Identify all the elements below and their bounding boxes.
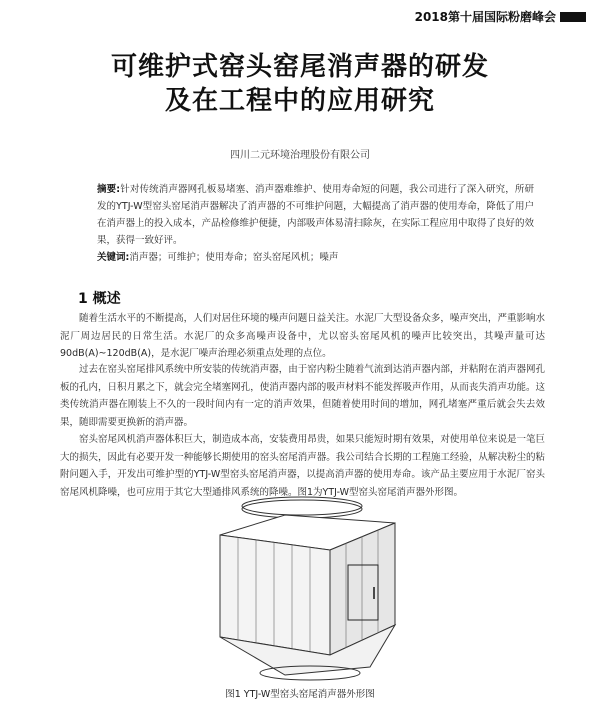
- title-line-1: 可维护式窑头窑尾消声器的研发: [110, 52, 489, 82]
- abstract: [97, 181, 534, 249]
- section-heading: 1 概述: [78, 291, 121, 307]
- paragraph-3: 窑头窑尾风机消声器体积巨大，制造成本高，安装费用昂贵，如果只能短时期有效果，对使用单位来说是一笔巨大的损失，因此有必要开发一种能够长期使用的窑头窑尾消声器。我公司结合长期的工程施工经验，从解决粉尘的粘附问题入手，开发出可维护型的YTJ-W型窑头窑尾消声器，以提高消声器的使用寿命。该产品主要应用于水泥厂窑头窑尾风机降噪，也可应用于其它大型通排风系统的降噪。图1为YTJ-W型窑头窑尾消声器外形图。: [60, 434, 545, 498]
- author-affiliation: 四川二元环境治理股份有限公司: [230, 150, 370, 161]
- paragraph-2: 过去在窑头窑尾排风系统中所安装的传统消声器，由于窑内粉尘随着气流到达消声器内部，并粘附在消声器网孔板的孔内，日积月累之下，就会完全堵塞网孔，使消声器内部的吸声材料不能发挥吸声作用，从而丧失消声功能。这类传统消声器在刚装上不久的一段时间内有一定的消声效果，但随着使用时间的增加，网孔堵塞严重后就会失去效果，随即需要更换新的消声器。: [60, 364, 545, 428]
- keywords-text: 消声器；可维护；使用寿命；窑头窑尾风机；噪声: [129, 252, 339, 263]
- keywords-label: 关键词:: [97, 252, 130, 263]
- keywords: [97, 249, 534, 266]
- front-face: [220, 535, 330, 655]
- figure-caption: 图1 YTJ-W型窑头窑尾消声器外形图: [225, 689, 375, 700]
- abstract-label: 摘要:: [97, 184, 121, 195]
- running-header: [415, 8, 586, 25]
- paragraph-1: 随着生活水平的不断提高，人们对居住环境的噪声问题日益关注。水泥厂大型设备众多，噪声突出，严重影响水泥厂周边居民的日常生活。水泥厂的众多高噪声设备中，尤以窑头窑尾风机的噪声比较突出，其噪声量可达90dB(A)~120dB(A)，是水泥厂噪声治理必须重点处理的点位。: [60, 313, 545, 359]
- title-line-2: 及在工程中的应用研究: [164, 86, 435, 116]
- silencer-figure: [190, 495, 410, 685]
- conference-name: 2018第十届国际粉磨峰会: [414, 10, 556, 24]
- paper-title: [0, 50, 600, 118]
- abstract-text: 针对传统消声器网孔板易堵塞、消声器难维护、使用寿命短的问题，我公司进行了深入研究，所研发的YTJ-W型窑头窑尾消声器解决了消声器的不可维护问题，大幅提高了消声器的使用寿命，降低了用户在消声器上的投入成本，产品检修维护便捷，内部吸声体易清扫除灰，在实际工程应用中取得了良好的效果，获得一致好评。: [97, 184, 535, 246]
- header-bar-mark: [560, 12, 586, 22]
